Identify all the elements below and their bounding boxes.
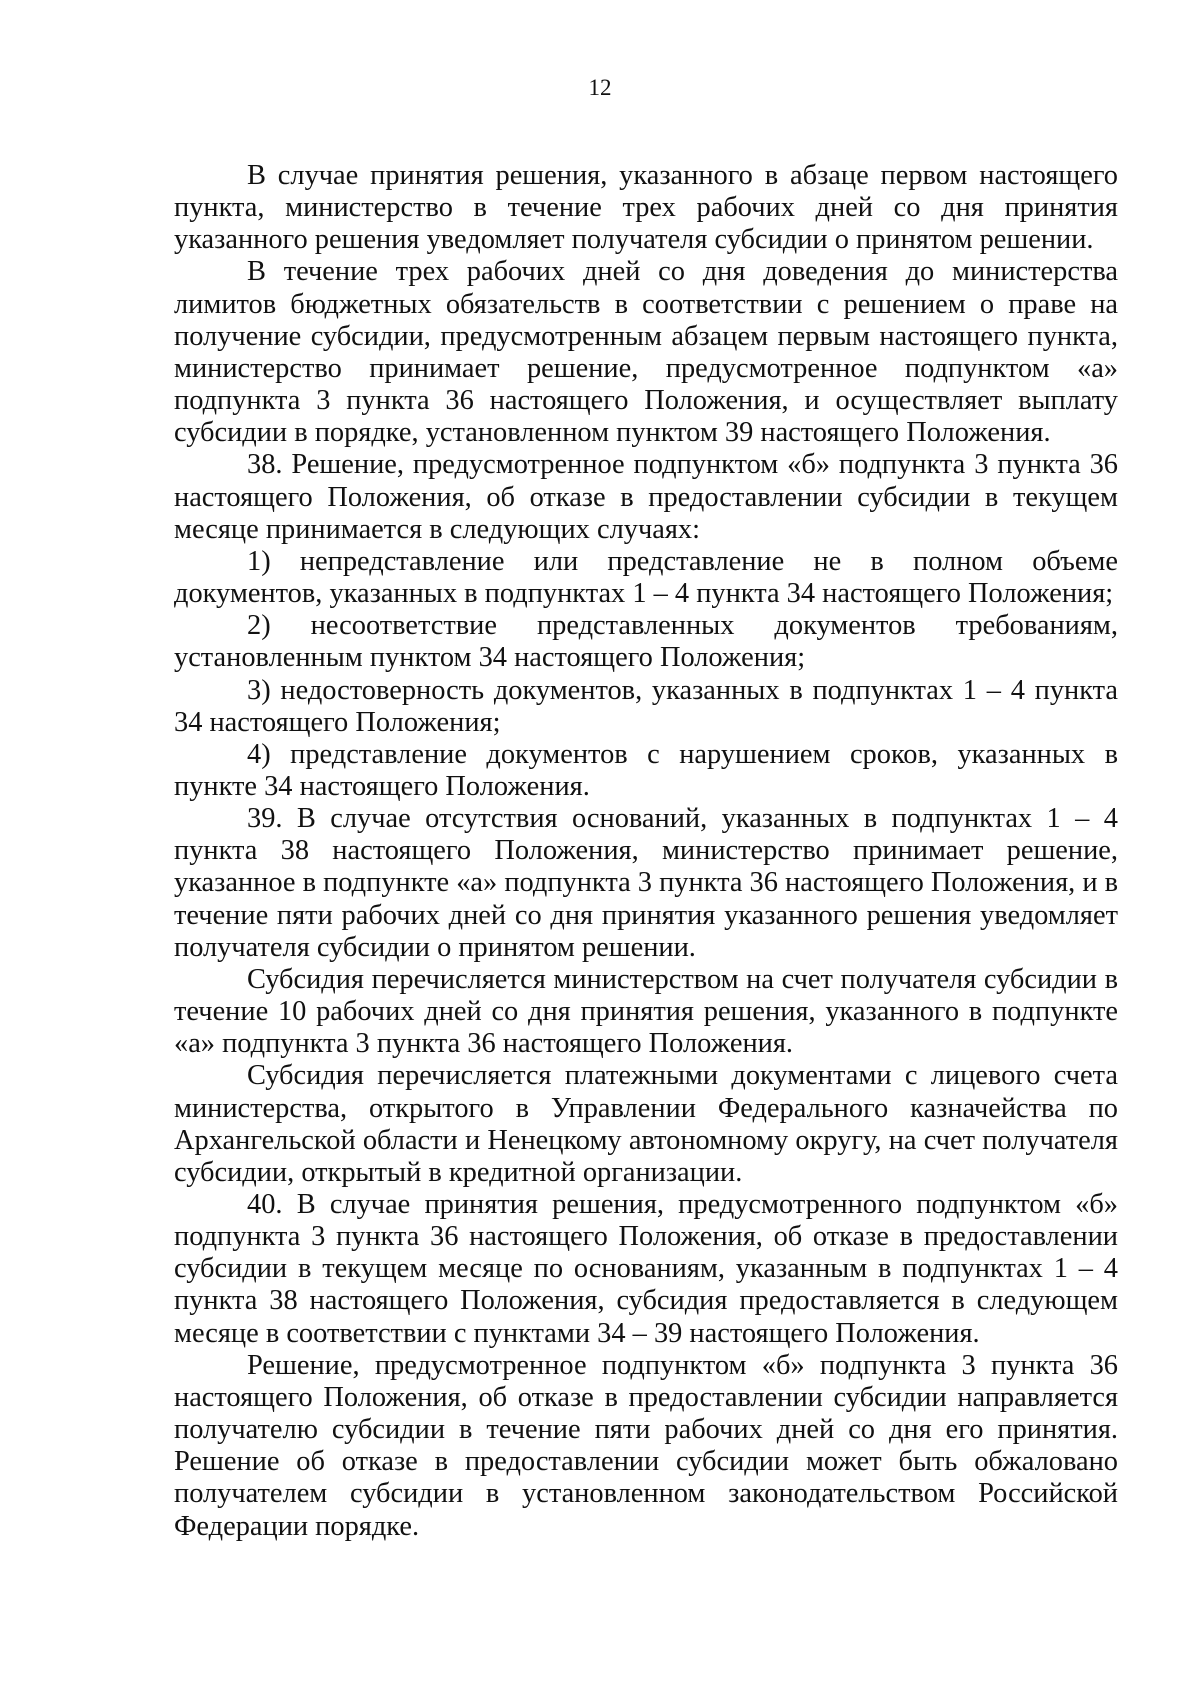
page-number: 12 xyxy=(588,75,612,100)
list-item-38-1: 1) непредставление или представление не в полном объеме документов, указанных в подпунктах 1 – 4 пункта 34 настоящего Положения; xyxy=(174,545,1118,610)
paragraph-item-39: 39. В случае отсутствия оснований, указанных в подпунктах 1 – 4 пункта 38 настоящего Положения, министерство принимает решение, указанное в подпункте «а» подпункта 3 пункта 36 настоящего Положения, и в течение пяти рабочих дней со дня принятия указанного решения уведомляет получателя субсидии о принятом решении. xyxy=(174,803,1119,963)
list-item-38-3: 3) недостоверность документов, указанных в подпунктах 1 – 4 пункта 34 настоящего Положения; xyxy=(174,674,1118,738)
paragraph-item-40: 40. В случае принятия решения, предусмотренного подпунктом «б» подпункта 3 пункта 36 настоящего Положения, об отказе в предоставлении субсидии в текущем месяце по основаниям, указанным в подпунктах 1 – 4 пункта 38 настоящего Положения, субсидия предоставляется в следующем месяце в соответствии с пунктами 34 – 39 настоящего Положения. xyxy=(174,1189,1118,1349)
paragraph-decision-notification: В случае принятия решения, указанного в абзаце первом настоящего пункта, министерство в течение трех рабочих дней со дня принятия указанного решения уведомляет получателя субсидии о принятом решении. xyxy=(174,160,1118,256)
list-item-38-2: 2) несоответствие представленных документов требованиям, установленным пунктом 34 настоящего Положения; xyxy=(174,610,1118,674)
paragraph-budget-limits: В течение трех рабочих дней со дня доведения до министерства лимитов бюджетных обязательств в соответствии с решением о праве на получение субсидии, предусмотренным абзацем первым настоящего пункта, министерство принимает решение, предусмотренное подпунктом «а» подпункта 3 пункта 36 настоящего Положения, и осуществляет выплату субсидии в порядке, установленном пунктом 39 настоящего Положения. xyxy=(174,256,1118,449)
paragraph-refusal-appeal: Решение, предусмотренное подпунктом «б» подпункта 3 пункта 36 настоящего Положения, об отказе в предоставлении субсидии направляется получателю субсидии в течение пяти рабочих дней со дня его принятия. Решение об отказе в предоставлении субсидии может быть обжаловано получателем субсидии в установленном законодательством Российской Федерации порядке. xyxy=(174,1349,1118,1542)
paragraph-subsidy-transfer-account: Субсидия перечисляется платежными документами с лицевого счета министерства, открытого в Управлении Федерального казначейства по Архангельской области и Ненецкому автономному округу, на счет получателя субсидии, открытый в кредитной организации. xyxy=(174,1060,1118,1188)
paragraph-subsidy-transfer-term: Субсидия перечисляется министерством на счет получателя субсидии в течение 10 рабочих дней со дня принятия решения, указанного в подпункте «а» подпункта 3 пункта 36 настоящего Положения. xyxy=(174,963,1118,1060)
paragraph-item-38: 38. Решение, предусмотренное подпунктом «б» подпункта 3 пункта 36 настоящего Положения, об отказе в предоставлении субсидии в текущем месяце принимается в следующих случаях: xyxy=(174,449,1118,545)
document-body xyxy=(174,160,1118,1543)
list-item-38-4: 4) представление документов с нарушением сроков, указанных в пункте 34 настоящего Положения. xyxy=(174,738,1118,802)
